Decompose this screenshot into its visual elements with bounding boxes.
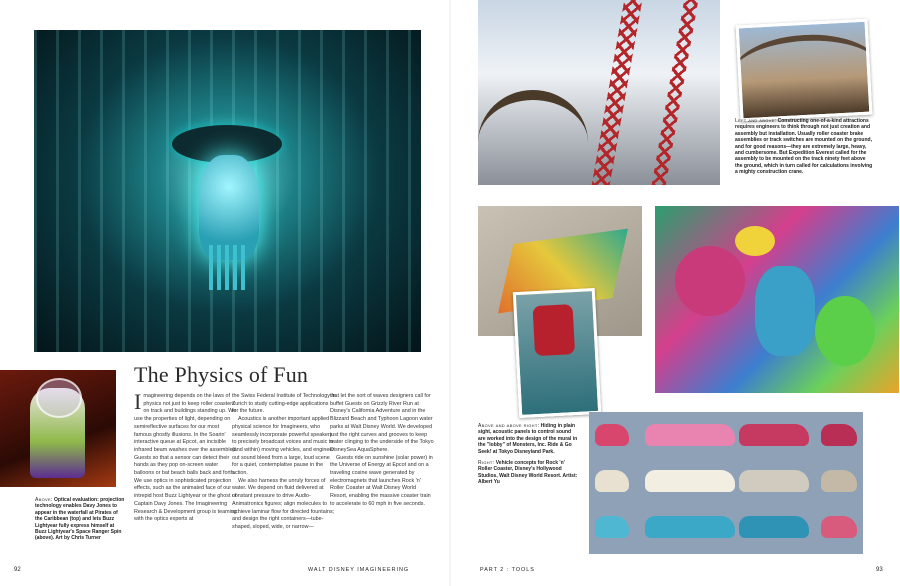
body-paragraph: magineering depends on the laws of physics not just to keep roller coasters on track and buildings standing up. We use the properties of light, depending on semireflective surfaces for our most famous ghostly illusions. In the Soarin' interactive queue at Epcot, an incisible infrared beam washes over the assembled Guests so that a sensor can detect their hands as they pop on-screen water balloons or bat beach balls back and forth. We use optics in sophisticated projection effects, such as the animated face of our intrepid host Buzz Lightyear or the ghost of Captain Davy Jones. The Imagineering Research & Development group is teaming with the optics experts at [134, 393, 237, 523]
car-concept [645, 470, 735, 492]
car-concept [645, 424, 735, 446]
car-concept [821, 516, 857, 538]
caption-lead: Left and above: [735, 118, 777, 124]
caption-text: Hiding in plain sight, acoustic panels to control sound are worked into the design of the mural in the "lobby" of Monsters, Inc. Ride & Go Seek! at Tokyo Disneyland Park. [478, 423, 578, 455]
car-row [589, 508, 863, 548]
body-paragraph: Acoustics is another important applied physical science for Imagineers, who seamlessly incorporate powerful speakers to precisely broadcast voices and music to (and within) moving vehicles, and engineer out sound bleed from a large, loud scene for a quiet, contemplative pause in the action. [232, 416, 335, 477]
crane-mast [652, 0, 699, 185]
car-concept [739, 470, 809, 492]
painter-figure [533, 304, 576, 356]
caption-mural [478, 423, 578, 455]
vehicle-concepts-art [589, 412, 863, 554]
body-column-2 [232, 393, 336, 532]
body-column-3 [330, 393, 434, 509]
car-concept [739, 516, 809, 538]
caption-text: Vehicle concepts for Rock 'n' Roller Coaster, Disney's Hollywood Studios, Walt Disney World Resort. Artist: Albert Yu [478, 460, 578, 486]
body-paragraph: Guests ride on sunshine (solar power) in the Universe of Energy at Epcot and on a traveling cosine wave generated by electromagnets that launches Rock 'n' Roller Coaster at Walt Disney World Resort, enabling the massive coaster train to accelerate to 60 mph in five seconds. [330, 454, 433, 507]
caption-construction [735, 118, 873, 176]
page-number-left: 92 [14, 567, 21, 573]
coaster-track-arc [736, 31, 873, 115]
car-row [589, 462, 863, 502]
running-footer-right: PART 2 : TOOLS [480, 567, 535, 573]
caption-lead: Above: [35, 497, 53, 503]
buzz-helmet [36, 378, 82, 418]
crane-mast [592, 0, 643, 185]
caption-cars [478, 460, 578, 486]
caption-text: Optical evaluation: projection technology enables Davy Jones to appear in the waterfall at Pirates of the Caribbean (top) and lets Buzz Lightyear fully express himself at Buzz Lightyear's Space Ranger Spin (above). Art by Chris Turner [35, 497, 125, 542]
caption-lead: Above and above right: [478, 423, 540, 429]
painter-photo [513, 288, 601, 418]
car-concept [821, 424, 857, 446]
mural-shape [735, 226, 775, 256]
body-paragraph: the Swiss Federal Institute of Technology in Zurich to study cutting-edge applications for the future. [232, 393, 336, 415]
mural-shape [755, 266, 815, 356]
coaster-track [478, 90, 588, 185]
caption-lead: Right: [478, 460, 495, 467]
car-concept [645, 516, 735, 538]
body-column-1 [134, 389, 238, 524]
caption-group-right [478, 423, 578, 491]
page-gutter [449, 0, 451, 586]
monsters-mural-photo [655, 206, 899, 393]
car-concept [595, 424, 629, 446]
body-paragraph: that let the sort of waves designers call for buffet Guests on Grizzly River Run at Disney's California Adventure and in the Blizzard Beach and Typhoon Lagoon water parks at Walt Disney World. We developed just the right curves and grooves to keep water clinging to the underside of the Tokyo DisneySea AquaSphere. [330, 393, 434, 453]
car-concept [739, 424, 809, 446]
caption-text: Constructing one-of-a-kind attractions requires engineers to think through not just creation and assembly but installation. Usually roller coaster brake assemblies or track switches are mounted on the ground, and for good reasons—they are extremely large, heavy, and cumbersome. But Expedition Everest called for the assembly to be mounted on the track ninety feet above the ground, which in turn called for calculations involving a mighty construction crane. [735, 118, 873, 176]
caption-optical [35, 497, 125, 542]
article-title: The Physics of Fun [134, 362, 309, 387]
body-paragraph: We also harness the unruly forces of water. We depend on fluid delivered at constant pressure to drive Audio-Animatronics figures; align molecules to achieve laminar flow for directed fountains; and design the right containers—tube-shaped, sloped, wide, or narrow— [232, 477, 335, 530]
construction-crane-photo [478, 0, 720, 185]
buzz-lightyear-photo [0, 370, 116, 487]
car-row [589, 416, 863, 456]
mural-shape [815, 296, 875, 366]
engineers-photo [736, 19, 873, 122]
davy-jones-waterfall-photo [34, 30, 421, 352]
tentacle-beard [209, 245, 249, 290]
car-concept [821, 470, 857, 492]
car-concept [595, 516, 629, 538]
car-concept [595, 470, 629, 492]
drop-cap: I [134, 389, 142, 414]
page-number-right: 93 [876, 567, 883, 573]
mural-shape [675, 246, 745, 316]
running-footer-left: WALT DISNEY IMAGINEERING [308, 567, 410, 573]
